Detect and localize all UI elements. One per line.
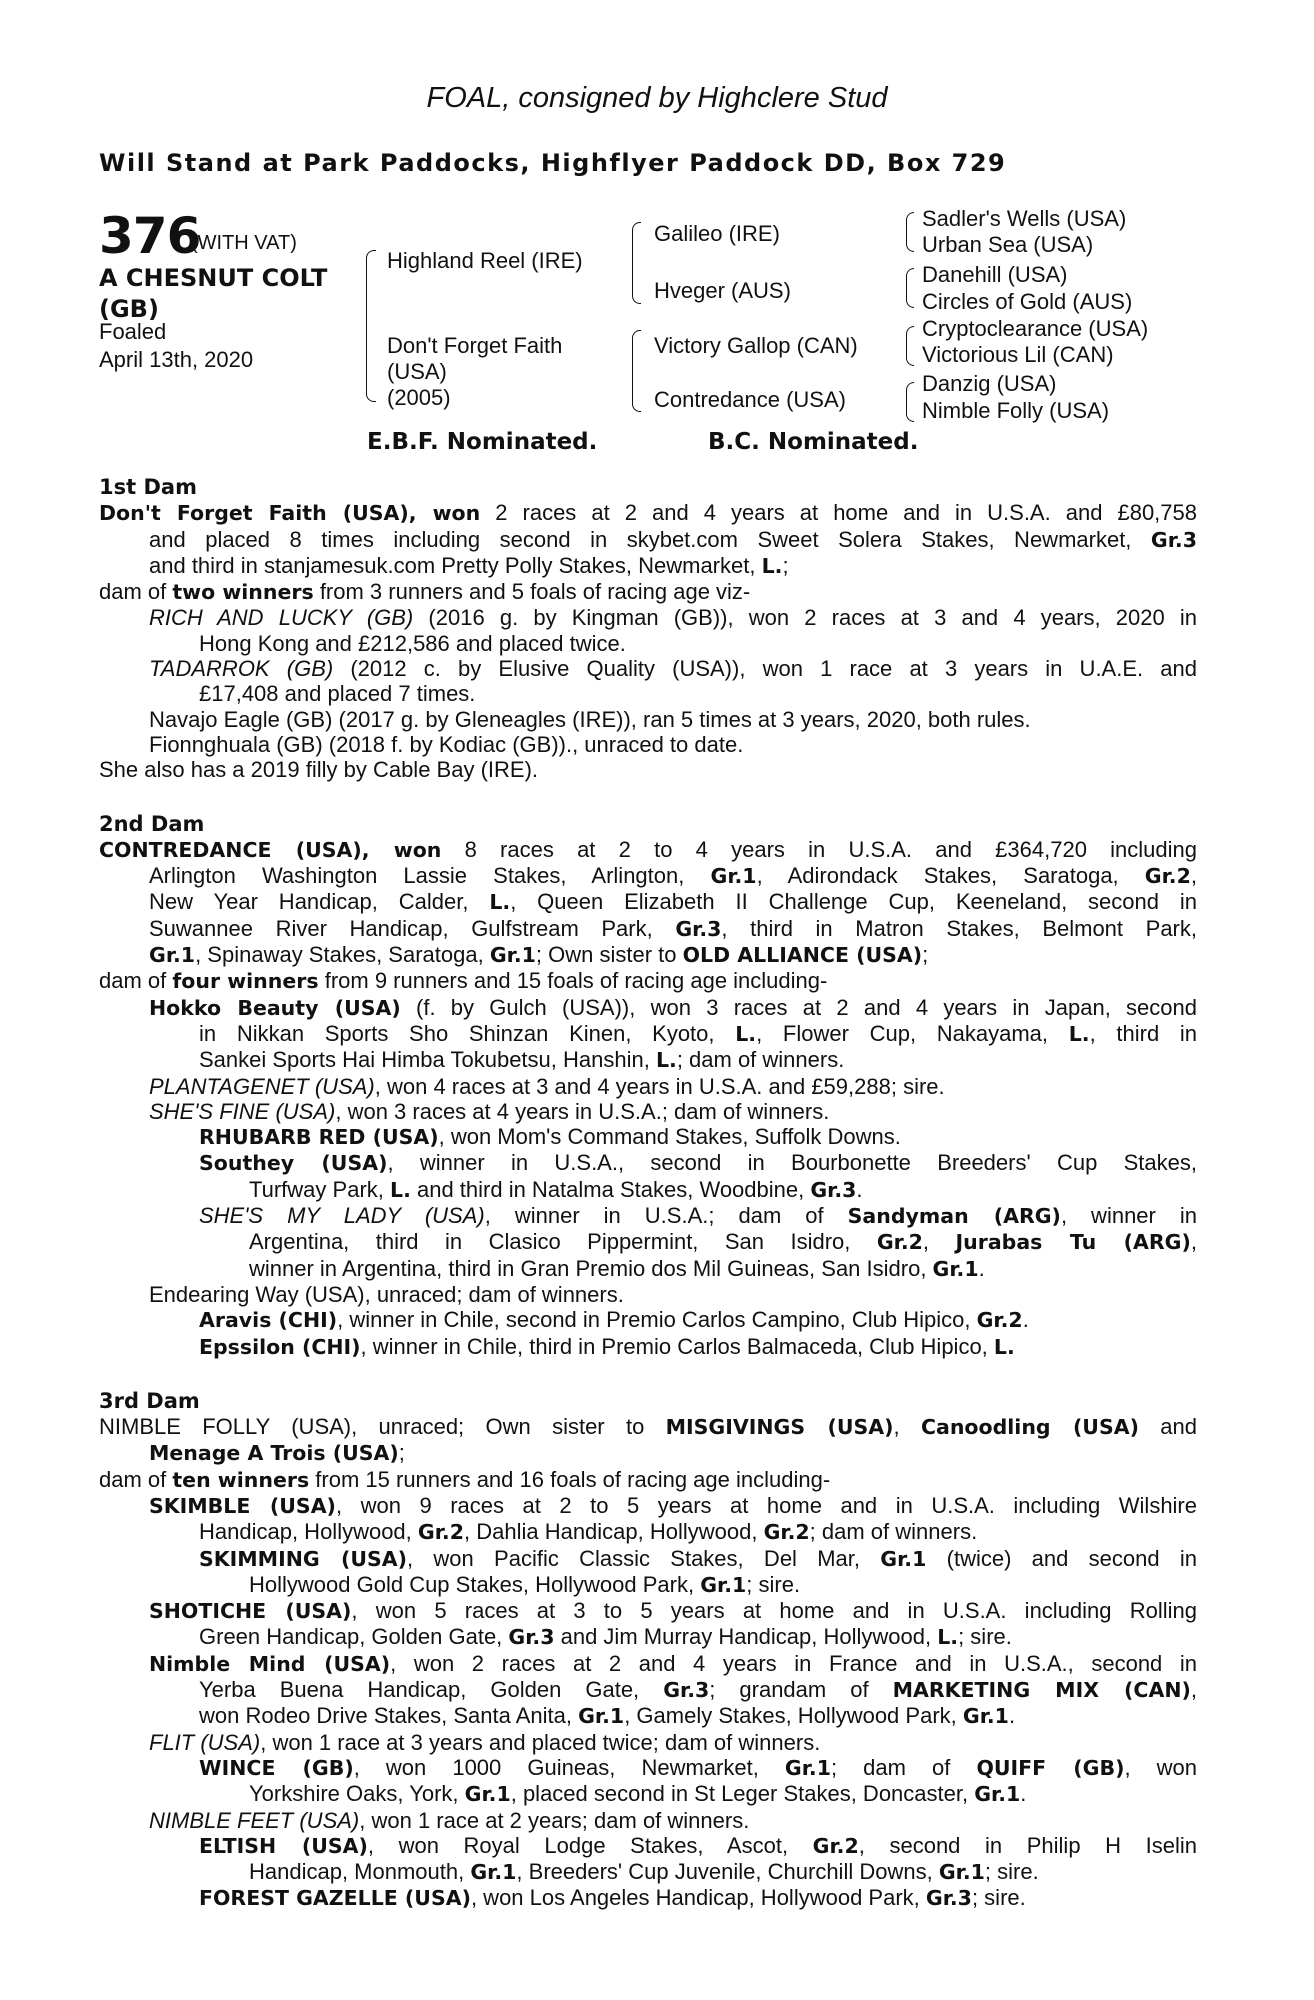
pedigree-ssd: Urban Sea (USA) xyxy=(922,232,1094,257)
pedigree-ddd: Nimble Folly (USA) xyxy=(922,398,1110,423)
pedigree-dam-line3: (2005) xyxy=(387,385,451,410)
lot-description-line1: A CHESNUT COLT xyxy=(99,264,328,292)
first-dam-line: and third in stanjamesuk.com Pretty Polly Stakes, Newmarket, L.; xyxy=(149,552,789,578)
pedigree-dam-line2: (USA) xyxy=(387,359,447,384)
second-dam-line: RHUBARB RED (USA), won Mom's Command Stakes, Suffolk Downs. xyxy=(199,1124,901,1150)
pedigree-sds: Danehill (USA) xyxy=(922,262,1068,287)
pedigree-sss: Sadler's Wells (USA) xyxy=(922,206,1127,231)
pedigree-sire-sire: Galileo (IRE) xyxy=(654,221,780,246)
pedigree-dds: Danzig (USA) xyxy=(922,371,1057,396)
first-dam-line: Don't Forget Faith (USA), won 2 races at 2 and 4 years at home and in U.S.A. and £80,758 xyxy=(99,500,1198,526)
second-dam-line: Southey (USA), winner in U.S.A., second in Bourbonette Breeders' Cup Stakes, xyxy=(199,1150,1197,1176)
pedigree-dam xyxy=(387,333,562,411)
third-dam-line: Menage A Trois (USA); xyxy=(149,1440,405,1466)
third-dam-line: SKIMMING (USA), won Pacific Classic Stakes, Del Mar, Gr.1 (twice) and second in xyxy=(199,1545,1198,1571)
pedigree-brace-ss xyxy=(906,212,914,252)
first-dam-line: Fionnghuala (GB) (2018 f. by Kodiac (GB))., unraced to date. xyxy=(149,731,744,757)
pedigree-dam-dam: Contredance (USA) xyxy=(654,387,846,412)
pedigree-sdd: Circles of Gold (AUS) xyxy=(922,289,1133,314)
first-dam-line: and placed 8 times including second in skybet.com Sweet Solera Stakes, Newmarket, Gr.3 xyxy=(149,526,1197,552)
lot-description-line2: (GB) xyxy=(99,295,159,323)
first-dam-line: Hong Kong and £212,586 and placed twice. xyxy=(199,630,626,656)
section-heading-second-dam: 2nd Dam xyxy=(99,811,205,836)
third-dam-line: Yerba Buena Handicap, Golden Gate, Gr.3; grandam of MARKETING MIX (CAN), xyxy=(199,1677,1197,1703)
first-dam-line: RICH AND LUCKY (GB) (2016 g. by Kingman (GB)), won 2 races at 3 and 4 years, 2020 in xyxy=(149,605,1197,631)
third-dam-line: dam of ten winners from 15 runners and 16 foals of racing age including- xyxy=(99,1466,831,1492)
section-heading-first-dam: 1st Dam xyxy=(99,475,197,499)
pedigree-dss: Cryptoclearance (USA) xyxy=(922,316,1149,341)
third-dam-line: FOREST GAZELLE (USA), won Los Angeles Handicap, Hollywood Park, Gr.3; sire. xyxy=(199,1885,1026,1911)
pedigree-brace-sire xyxy=(632,222,641,304)
third-dam-line: NIMBLE FOLLY (USA), unraced; Own sister to MISGIVINGS (USA), Canoodling (USA) and xyxy=(99,1414,1198,1440)
second-dam-line: SHE'S MY LADY (USA), winner in U.S.A.; dam of Sandyman (ARG), winner in xyxy=(199,1203,1198,1229)
first-dam-line: She also has a 2019 filly by Cable Bay (IRE). xyxy=(99,757,539,783)
third-dam-line: Hollywood Gold Cup Stakes, Hollywood Park, Gr.1; sire. xyxy=(249,1571,801,1597)
second-dam-line: Endearing Way (USA), unraced; dam of winners. xyxy=(149,1281,624,1307)
foaled-info xyxy=(99,318,253,374)
second-dam-line: Hokko Beauty (USA) (f. by Gulch (USA)), won 3 races at 2 and 4 years in Japan, second xyxy=(149,994,1197,1020)
third-dam-line: Handicap, Hollywood, Gr.2, Dahlia Handicap, Hollywood, Gr.2; dam of winners. xyxy=(199,1519,978,1545)
ebf-nomination: E.B.F. Nominated. xyxy=(367,429,598,455)
first-dam-line: TADARROK (GB) (2012 c. by Elusive Quality (USA)), won 1 race at 3 years in U.A.E. and xyxy=(149,656,1197,682)
second-dam-line: dam of four winners from 9 runners and 15 foals of racing age including- xyxy=(99,968,828,994)
first-dam-line: Navajo Eagle (GB) (2017 g. by Gleneagles (IRE)), ran 5 times at 3 years, 2020, both rules. xyxy=(149,706,1031,732)
third-dam-line: ELTISH (USA), won Royal Lodge Stakes, Ascot, Gr.2, second in Philip H Iselin xyxy=(199,1832,1198,1858)
lot-description xyxy=(99,263,369,325)
pedigree-brace-dd xyxy=(906,382,914,422)
first-dam-line: dam of two winners from 3 runners and 5 foals of racing age viz- xyxy=(99,579,751,605)
second-dam-line: SHE'S FINE (USA), won 3 races at 4 years in U.S.A.; dam of winners. xyxy=(149,1098,830,1124)
second-dam-line: Epssilon (CHI), winner in Chile, third in Premio Carlos Balmaceda, Club Hipico, L. xyxy=(199,1333,1015,1359)
third-dam-line: SKIMBLE (USA), won 9 races at 2 to 5 years at home and in U.S.A. including Wilshire xyxy=(149,1492,1197,1518)
pedigree-dsd: Victorious Lil (CAN) xyxy=(922,342,1114,367)
section-heading-third-dam: 3rd Dam xyxy=(99,1388,200,1413)
second-dam-line: Aravis (CHI), winner in Chile, second in Premio Carlos Campino, Club Hipico, Gr.2. xyxy=(199,1307,1029,1333)
second-dam-line: Arlington Washington Lassie Stakes, Arlington, Gr.1, Adirondack Stakes, Saratoga, Gr.2, xyxy=(149,863,1197,889)
pedigree-dam-line1: Don't Forget Faith xyxy=(387,333,563,358)
pedigree-brace-sd xyxy=(906,268,914,308)
second-dam-line: CONTREDANCE (USA), won 8 races at 2 to 4 years in U.S.A. and £364,720 including xyxy=(99,836,1197,862)
third-dam-line: Green Handicap, Golden Gate, Gr.3 and Jim Murray Handicap, Hollywood, L.; sire. xyxy=(199,1624,1012,1650)
second-dam-line: Gr.1, Spinaway Stakes, Saratoga, Gr.1; Own sister to OLD ALLIANCE (USA); xyxy=(149,942,929,968)
vat-note: (WITH VAT) xyxy=(191,232,297,254)
pedigree-sire: Highland Reel (IRE) xyxy=(387,248,583,273)
foaled-label: Foaled xyxy=(99,319,167,344)
second-dam-line: Argentina, third in Clasico Pippermint, San Isidro, Gr.2, Jurabas Tu (ARG), xyxy=(249,1229,1197,1255)
second-dam-line: Suwannee River Handicap, Gulfstream Park, Gr.3, third in Matron Stakes, Belmont Park, xyxy=(149,915,1197,941)
stand-location: Will Stand at Park Paddocks, Highflyer Paddock DD, Box 729 xyxy=(99,149,1007,177)
third-dam-line: FLIT (USA), won 1 race at 3 years and placed twice; dam of winners. xyxy=(149,1729,821,1755)
lot-number: 376 xyxy=(99,207,201,265)
pedigree-brace-dam xyxy=(632,330,641,412)
third-dam-line: Handicap, Monmouth, Gr.1, Breeders' Cup Juvenile, Churchill Downs, Gr.1; sire. xyxy=(249,1859,1039,1885)
pedigree-brace-ds xyxy=(906,326,914,366)
pedigree-sire-dam: Hveger (AUS) xyxy=(654,278,791,303)
third-dam-line: won Rodeo Drive Stakes, Santa Anita, Gr.1, Gamely Stakes, Hollywood Park, Gr.1. xyxy=(199,1703,1016,1729)
second-dam-line: Turfway Park, L. and third in Natalma Stakes, Woodbine, Gr.3. xyxy=(249,1176,863,1202)
pedigree-brace-main xyxy=(366,250,376,402)
second-dam-line: Sankei Sports Hai Himba Tokubetsu, Hanshin, L.; dam of winners. xyxy=(199,1047,845,1073)
third-dam-line: SHOTICHE (USA), won 5 races at 3 to 5 years at home and in U.S.A. including Rolling xyxy=(149,1598,1197,1624)
foaled-date: April 13th, 2020 xyxy=(99,347,254,372)
second-dam-line: PLANTAGENET (USA), won 4 races at 3 and 4 years in U.S.A. and £59,288; sire. xyxy=(149,1073,945,1099)
third-dam-line: WINCE (GB), won 1000 Guineas, Newmarket, Gr.1; dam of QUIFF (GB), won xyxy=(199,1754,1197,1780)
pedigree-dam-sire: Victory Gallop (CAN) xyxy=(654,333,858,358)
third-dam-line: NIMBLE FEET (USA), won 1 race at 2 years; dam of winners. xyxy=(149,1807,750,1833)
produce-record xyxy=(99,475,1197,1912)
catalogue-title: FOAL, consigned by Highclere Stud xyxy=(426,82,888,114)
second-dam-line: New Year Handicap, Calder, L., Queen Elizabeth II Challenge Cup, Keeneland, second in xyxy=(149,889,1197,915)
first-dam-line: £17,408 and placed 7 times. xyxy=(199,681,476,707)
bc-nomination: B.C. Nominated. xyxy=(708,429,919,455)
second-dam-line: in Nikkan Sports Sho Shinzan Kinen, Kyoto, L., Flower Cup, Nakayama, L., third in xyxy=(199,1020,1197,1046)
third-dam-line: Nimble Mind (USA), won 2 races at 2 and 4 years in France and in U.S.A., second in xyxy=(149,1650,1198,1676)
third-dam-line: Yorkshire Oaks, York, Gr.1, placed second in St Leger Stakes, Doncaster, Gr.1. xyxy=(249,1781,1027,1807)
second-dam-line: winner in Argentina, third in Gran Premio dos Mil Guineas, San Isidro, Gr.1. xyxy=(249,1255,985,1281)
